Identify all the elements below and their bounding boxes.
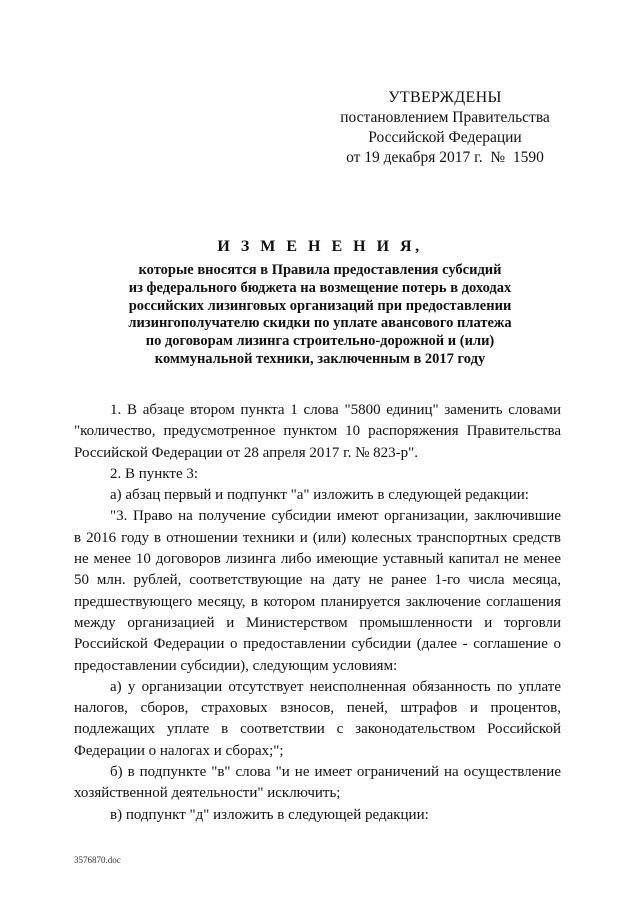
- paragraph-6: [74, 762, 561, 805]
- approval-block: [330, 88, 560, 168]
- text-line: а) у организации отсутствует неисполненная обязанность по уплате: [110, 678, 561, 695]
- subtitle-line: которые вносятся в Правила предоставления субсидий: [138, 262, 502, 278]
- text-line: между организацией и Министерством промышленности и торговли: [74, 614, 561, 631]
- text-line: "количество, предусмотренное пунктом 10 распоряжения Правительства: [74, 423, 561, 440]
- subtitle-line: российских лизинговых организаций при предоставлении: [128, 297, 512, 314]
- document-body: [74, 400, 561, 826]
- approval-line-1: постановлением Правительства: [340, 109, 550, 126]
- subtitle-line: из федерального бюджета на возмещение потерь в доходах: [128, 279, 512, 296]
- subtitle-line: коммунальной техники, заключенным в 2017 году: [154, 350, 486, 367]
- text-line: 1. В абзаце втором пункта 1 слова "5800 единиц" заменить словами: [110, 402, 561, 418]
- text-line: предшествующего месяцу, в котором планируется заключение соглашения: [74, 593, 561, 610]
- text-line: налогов, сборов, страховых взносов, пеней, штрафов и процентов,: [74, 700, 561, 717]
- paragraph-5: [74, 677, 561, 762]
- text-line: хозяйственной деятельности" исключить;: [74, 785, 341, 802]
- text-line: предоставлении субсидии), следующим условиям:: [74, 657, 398, 674]
- paragraph-2: [74, 464, 561, 485]
- paragraph-4: [74, 506, 561, 676]
- document-title: И З М Е Н Е Н И Я,: [217, 238, 423, 255]
- paragraph-3: [74, 485, 561, 506]
- text-line: не менее 10 договоров лизинга либо имеющие уставный капитал не менее: [74, 551, 561, 568]
- document-subtitle: [60, 262, 580, 369]
- approval-line-2: Российской Федерации: [368, 129, 522, 146]
- text-line: "3. Право на получение субсидии имеют организации, заключившие: [110, 508, 561, 525]
- subtitle-line: лизингополучателю скидки по уплате авансового платежа: [128, 315, 512, 332]
- text-line: 50 млн. рублей, соответствующие на дату не ранее 1-го числа месяца,: [74, 572, 561, 589]
- text-line: Федерации о налогах и сборах;";: [74, 742, 284, 759]
- text-line: 2. В пункте 3:: [110, 465, 199, 482]
- subtitle-line: по договорам лизинга строительно-дорожной и (или): [145, 333, 495, 350]
- approval-line-3: от 19 декабря 2017 г. № 1590: [346, 149, 544, 166]
- text-line: в 2016 году в отношении техники и (или) колесных транспортных средств: [74, 529, 561, 546]
- text-line: Российской Федерации о предоставлении субсидии (далее - соглашение о: [74, 636, 561, 653]
- paragraph-1: [74, 400, 561, 464]
- paragraph-7: [74, 805, 561, 826]
- text-line: в) подпункт "д" изложить в следующей редакции:: [110, 806, 429, 823]
- text-line: а) абзац первый и подпункт "а" изложить в следующей редакции:: [110, 487, 529, 504]
- file-name-footer: 3576870.doc: [74, 855, 121, 865]
- text-line: б) в подпункте "в" слова "и не имеет ограничений на осуществление: [110, 764, 561, 781]
- text-line: подлежащих уплате в соответствии с законодательством Российской: [74, 721, 561, 738]
- approval-heading: УТВЕРЖДЕНЫ: [388, 89, 502, 106]
- text-line: Российской Федерации от 28 апреля 2017 г. № 823-р".: [74, 444, 419, 461]
